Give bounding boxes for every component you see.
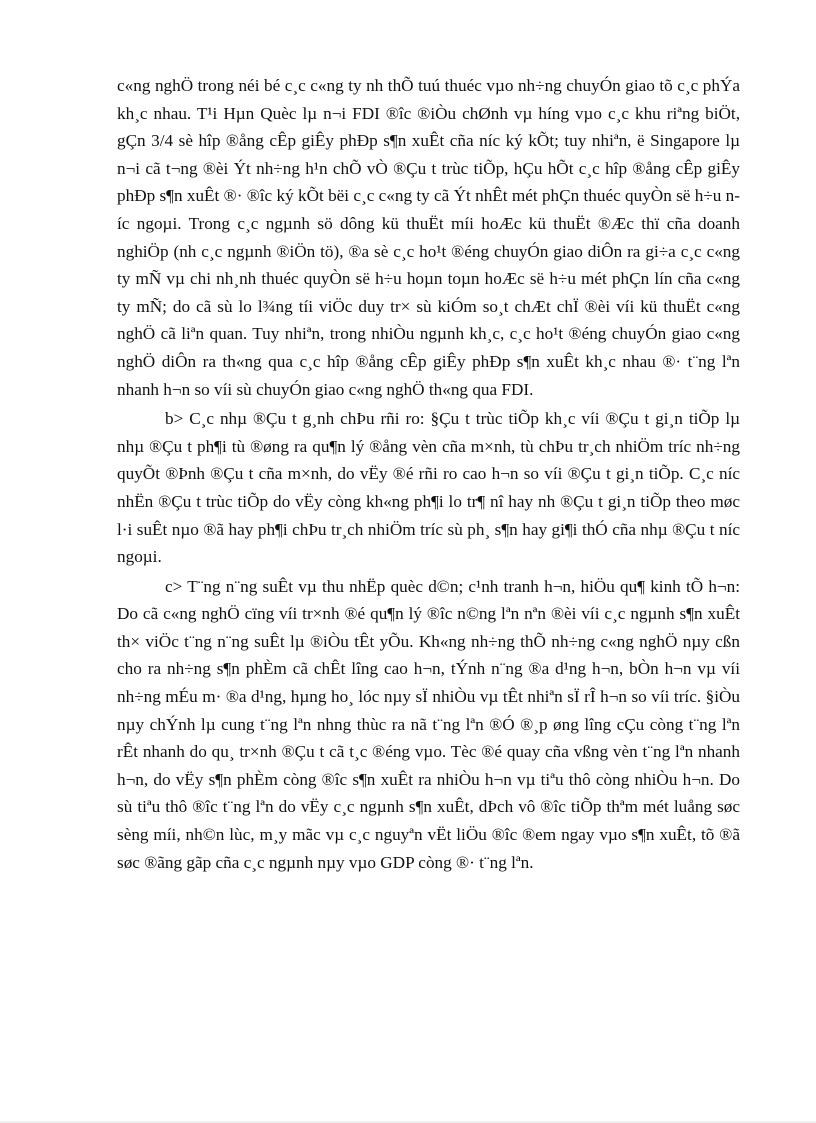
- body-paragraph-2: b> C¸c nhµ ®Çu t g¸nh chÞu rñi ro: §Çu t trùc tiÕp kh¸c víi ®Çu t gi¸n tiÕp lµ nhµ ®Çu t ph¶i tù ®øng ra qu¶n lý ®ång vèn cña m×nh, tù chÞu tr¸ch nhiÖm tríc nh÷ng quyÕt ®Þnh ®Çu t cña m×nh, do vËy ®é rñi ro cao h¬n so víi ®Çu t gi¸n tiÕp. C¸c níc nhËn ®Çu t trùc tiÕp do vËy còng kh«ng ph¶i lo tr¶ nî hay nh ®Çu t gi¸n tiÕp theo møc l·i suÊt nµo ®ã hay ph¶i chÞu tr¸ch nhiÖm tríc sù ph¸ s¶n hay gi¶i thÓ cña nhµ ®Çu t níc ngoµi.: [117, 409, 740, 567]
- body-paragraph-1: c«ng nghÖ trong néi bé c¸c c«ng ty nh thÕ tuú thuéc vµo nh÷ng chuyÓn giao tõ c¸c phÝa kh¸c nhau. T¹i Hµn Quèc lµ n¬i FDI ®îc ®iÒu chØnh vµ híng vµo c¸c khu riªng biÖt, gÇn 3/4 sè hîp ®ång cÊp giÊy phÐp s¶n xuÊt cña níc ký kÕt; tuy nhiªn, ë Singapore lµ n¬i cã t¬ng ®èi Ýt nh÷ng h¹n chÕ vÒ ®Çu t trùc tiÕp, hÇu hÕt c¸c hîp ®ång cÊp giÊy phÐp s¶n xuÊt ®· ®îc ký kÕt bëi c¸c c«ng ty cã Ýt nhÊt mét phÇn thuéc quyÒn së h÷u níc ngoµi. Trong c¸c ngµnh sö dông kü thuËt míi hoÆc kü thuËt ®Æc thï cña doanh nghiÖp (nh c¸c ngµnh ®iÖn tö), ®a sè c¸c ho¹t ®éng chuyÓn giao diÔn ra gi÷a c¸c c«ng ty mÑ vµ chi nh¸nh thuéc quyÒn së h÷u hoµn toµn hoÆc së h÷u mét phÇn lín cña c«ng ty mÑ; do cã sù lo l¾ng tíi viÖc duy tr× sù kiÓm so¸t chÆt chÏ ®èi víi kü thuËt c«ng nghÖ cã liªn quan. Tuy nhiªn, trong nhiÒu ngµnh kh¸c, c¸c ho¹t ®éng chuyÓn giao c«ng nghÖ diÔn ra th«ng qua c¸c hîp ®ång cÊp giÊy phÐp s¶n xuÊt kh¸c nhau ®· t¨ng lªn nhanh h¬n so víi sù chuyÓn giao c«ng nghÖ th«ng qua FDI.: [117, 76, 740, 399]
- body-paragraph-3: c> T¨ng n¨ng suÊt vµ thu nhËp quèc d©n; c¹nh tranh h¬n, hiÖu qu¶ kinh tÕ h¬n: Do cã c«ng nghÖ cïng víi tr×nh ®é qu¶n lý ®îc n©ng lªn nªn ®èi víi c¸c ngµnh s¶n xuÊt th× viÖc t¨ng n¨ng suÊt lµ ®iÒu tÊt yÕu. Kh«ng nh÷ng thÕ nh÷ng c«ng nghÖ nµy cßn cho ra nh÷ng s¶n phÈm cã chÊt lîng cao h¬n, tÝnh n¨ng ®a d¹ng h¬n, bÒn h¬n vµ víi nh÷ng mÉu m· ®a d¹ng, hµng ho¸ lóc nµy sÏ nhiÒu vµ tÊt nhiªn sÏ rÎ h¬n so víi tríc. §iÒu nµy chÝnh lµ cung t¨ng lªn nhng thùc ra nã t¨ng lªn ®Ó ®¸p øng lîng cÇu còng t¨ng lªn rÊt nhanh do qu¸ tr×nh ®Çu t cã t¸c ®éng vµo. Tèc ®é quay cña vßng vèn t¨ng lªn nhanh h¬n, do vËy s¶n phÈm còng ®îc s¶n xuÊt ra nhiÒu h¬n vµ tiªu thô còng nhiÒu h¬n. Do sù tiªu thô ®îc t¨ng lªn do vËy c¸c ngµnh s¶n xuÊt, dÞch vô ®îc tiÕp thªm mét luång søc sèng míi, nh©n lùc, m¸y mãc vµ c¸c nguyªn vËt liÖu ®îc ®em ngay vµo s¶n xuÊt, tõ ®ã søc ®ãng gãp cña c¸c ngµnh nµy vµo GDP còng ®· t¨ng lªn.: [117, 576, 740, 872]
